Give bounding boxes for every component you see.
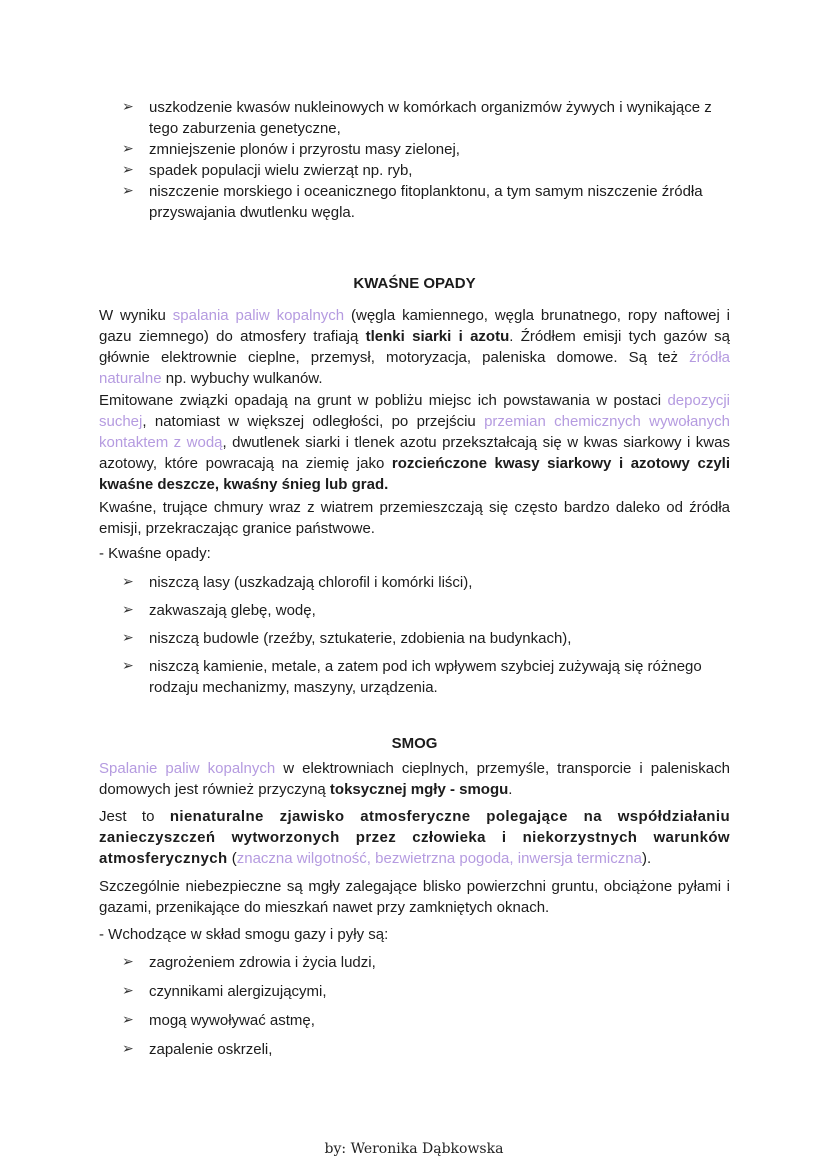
arrow-bullet-icon: ➢ [122, 983, 134, 999]
list-item: ➢ zakwaszają glebę, wodę, [122, 602, 316, 619]
arrow-bullet-icon: ➢ [122, 99, 134, 115]
arrow-bullet-icon: ➢ [122, 574, 134, 590]
list-item: ➢ czynnikami alergizującymi, [122, 983, 327, 1000]
list-item: ➢ zmniejszenie plonów i przyrostu masy zielonej, [122, 141, 460, 158]
acid-paragraph-3: Kwaśne, trujące chmury wraz z wiatrem przemieszczają się często bardzo daleko od źródła emisji, przekraczając granice państwowe. [99, 499, 730, 537]
list-item: ➢ mogą wywoływać astmę, [122, 1012, 315, 1029]
highlight-text: Spalanie paliw kopalnych [99, 760, 276, 777]
acid-bullet-list [122, 572, 730, 705]
smog-paragraph-1: Spalanie paliw kopalnych w elektrowniach cieplnych, przemyśle, transporcie i paleniskach domowych jest również przyczyną toksycznej mgły - smogu. [99, 760, 730, 798]
arrow-bullet-icon: ➢ [122, 658, 134, 674]
highlight-text: przemian chemicznych wywołanych kontaktem z wodą [99, 413, 730, 451]
highlight-text: znaczna wilgotność, bezwietrzna pogoda, inwersja termiczna [236, 850, 642, 867]
arrow-bullet-icon: ➢ [122, 183, 134, 199]
arrow-bullet-icon: ➢ [122, 1041, 134, 1057]
smog-paragraph-3: Szczególnie niebezpieczne są mgły zalegające blisko powierzchni gruntu, obciążone pyłami i gazami, przenikające do mieszkań nawet przy zamkniętych oknach. [99, 878, 730, 916]
bold-text: toksycznej mgły - smogu [329, 781, 509, 798]
highlight-text: źródła naturalne [99, 349, 730, 387]
arrow-bullet-icon: ➢ [122, 162, 134, 178]
list-item: ➢ uszkodzenie kwasów nukleinowych w komórkach organizmów żywych i wynikające z tego zaburzenia genetyczne, [122, 99, 712, 137]
list-item: ➢ spadek populacji wielu zwierząt np. ryb, [122, 162, 413, 179]
list-item: ➢ niszczą budowle (rzeźby, sztukaterie, zdobienia na budynkach), [122, 630, 572, 647]
section-heading-acid-rain: KWAŚNE OPADY [353, 275, 476, 292]
acid-paragraph-1: W wyniku spalania paliw kopalnych (węgla kamiennego, węgla brunatnego, ropy naftowej i gazu ziemnego) do atmosfery trafiają tlenki siarki i azotu. Źródłem emisji tych gazów są głównie elektrownie cieplne, przemysł, motoryzacja, paleniska domowe. Są też źródła naturalne np. wybuchy wulkanów. [99, 307, 730, 387]
smog-bullet-list [122, 952, 730, 1068]
arrow-bullet-icon: ➢ [122, 1012, 134, 1028]
smog-list-intro: - Wchodzące w skład smogu gazy i pyły są: [99, 926, 389, 943]
arrow-bullet-icon: ➢ [122, 630, 134, 646]
acid-list-intro: - Kwaśne opady: [99, 545, 211, 562]
arrow-bullet-icon: ➢ [122, 954, 134, 970]
highlight-text: depozycji suchej [99, 392, 730, 430]
smog-paragraph-2: Jest to nienaturalne zjawisko atmosferyczne polegające na współdziałaniu zanieczyszczeń wytworzonych przez człowieka i niekorzystnych warunków atmosferycznych (znaczna wilgotność, bezwietrzna pogoda, inwersja termiczna). [99, 808, 731, 867]
list-item: ➢ niszczą lasy (uszkadzają chlorofil i komórki liści), [122, 574, 473, 591]
author-footer: by: Weronika Dąbkowska [324, 1141, 504, 1157]
list-item: ➢ zapalenie oskrzeli, [122, 1041, 273, 1058]
top-bullet-list [122, 97, 730, 223]
arrow-bullet-icon: ➢ [122, 602, 134, 618]
list-item: ➢ niszczą kamienie, metale, a zatem pod ich wpływem szybciej zużywają się różnego rodzaju mechanizmy, maszyny, urządzenia. [122, 658, 702, 696]
section-heading-smog: SMOG [391, 735, 438, 752]
bold-text: tlenki siarki i azotu [365, 328, 510, 345]
list-item: ➢ niszczenie morskiego i oceanicznego fitoplanktonu, a tym samym niszczenie źródła przyswajania dwutlenku węgla. [122, 183, 703, 221]
bold-text: rozcieńczone kwasy siarkowy i azotowy czyli kwaśne deszcze, kwaśny śnieg lub grad. [99, 455, 730, 493]
acid-paragraph-2: Emitowane związki opadają na grunt w pobliżu miejsc ich powstawania w postaci depozycji suchej, natomiast w większej odległości, po przejściu przemian chemicznych wywołanych kontaktem z wodą, dwutlenek siarki i tlenek azotu przekształcają się w kwas siarkowy i kwas azotowy, które powracają na ziemię jako rozcieńczone kwasy siarkowy i azotowy czyli kwaśne deszcze, kwaśny śnieg lub grad. [99, 392, 730, 493]
bold-text: nienaturalne zjawisko atmosferyczne polegające na współdziałaniu zanieczyszczeń wytworzonych przez człowieka i niekorzystnych warunków atmosferycznych [99, 808, 731, 867]
list-item: ➢ zagrożeniem zdrowia i życia ludzi, [122, 954, 376, 971]
arrow-bullet-icon: ➢ [122, 141, 134, 157]
highlight-text: spalania paliw kopalnych [172, 307, 345, 324]
